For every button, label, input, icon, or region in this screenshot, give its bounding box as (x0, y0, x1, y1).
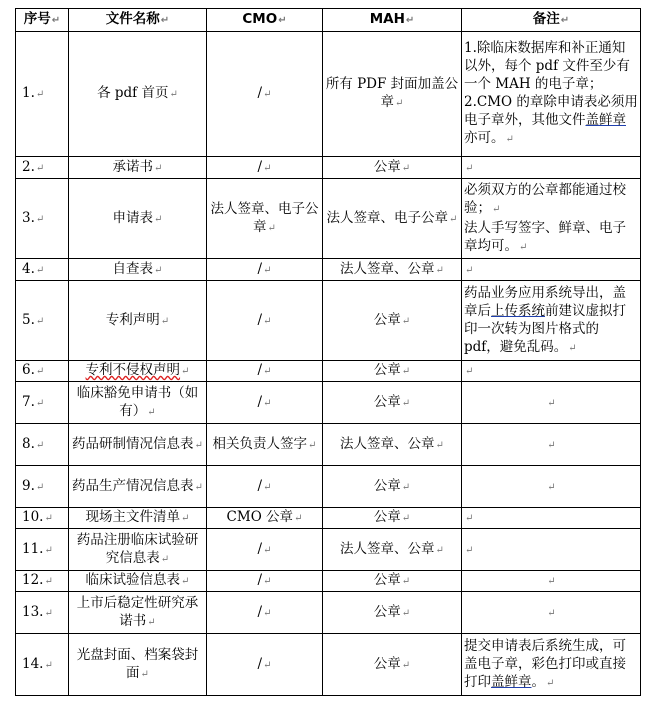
table-row (16, 634, 641, 696)
row-file-name: 临床试验信息表↵ (69, 571, 207, 592)
row-cmo: /↵ (207, 361, 323, 382)
row-file-name: 申请表↵ (69, 179, 207, 259)
row-note: ↵ (462, 529, 641, 571)
row-mah: 法人签章、公章↵ (323, 259, 462, 281)
row-mah: 公章↵ (323, 157, 462, 179)
row-cmo: 法人签章、电子公章↵ (207, 179, 323, 259)
row-index: 1.↵ (16, 32, 69, 157)
row-note: ↵ (462, 424, 641, 466)
row-mah: 公章↵ (323, 571, 462, 592)
row-file-name: 光盘封面、档案袋封面↵ (69, 634, 207, 696)
row-file-name: 药品研制情况信息表↵ (69, 424, 207, 466)
row-index: 7.↵ (16, 382, 69, 424)
row-cmo: /↵ (207, 571, 323, 592)
row-cmo: /↵ (207, 529, 323, 571)
row-index: 9.↵ (16, 466, 69, 508)
row-note: ↵ (462, 361, 641, 382)
row-cmo: /↵ (207, 259, 323, 281)
table-row (16, 529, 641, 571)
table-row (16, 361, 641, 382)
row-note: 提交申请表后系统生成，可盖电子章，彩色打印或直接打印盖鲜章。↵ (462, 634, 641, 696)
row-mah: 公章↵ (323, 382, 462, 424)
header-file-name: 文件名称↵ (69, 9, 207, 32)
row-index: 3.↵ (16, 179, 69, 259)
table-row (16, 281, 641, 361)
row-index: 6.↵ (16, 361, 69, 382)
row-cmo: 相关负责人签字↵ (207, 424, 323, 466)
row-mah: 公章↵ (323, 508, 462, 529)
row-mah: 公章↵ (323, 634, 462, 696)
row-index: 5.↵ (16, 281, 69, 361)
row-cmo: CMO 公章↵ (207, 508, 323, 529)
row-mah: 法人签章、电子公章↵ (323, 179, 462, 259)
row-mah: 公章↵ (323, 361, 462, 382)
row-note: 1.除临床数据库和补正通知以外，每个 pdf 文件至少有一个 MAH 的电子章；2.CMO 的章除申请表必须用电子章外，其他文件盖鲜章亦可。↵ (462, 32, 641, 157)
row-cmo: /↵ (207, 592, 323, 634)
row-cmo: /↵ (207, 634, 323, 696)
row-mah: 法人签章、公章↵ (323, 424, 462, 466)
header-notes: 备注↵ (462, 9, 641, 32)
row-file-name: 上市后稳定性研究承诺书↵ (69, 592, 207, 634)
row-mah: 法人签章、公章↵ (323, 529, 462, 571)
table-row (16, 466, 641, 508)
header-mah: MAH↵ (323, 9, 462, 32)
row-index: 12.↵ (16, 571, 69, 592)
row-file-name: 药品注册临床试验研究信息表↵ (69, 529, 207, 571)
row-note: ↵ (462, 508, 641, 529)
table-row (16, 32, 641, 157)
row-file-name: 专利不侵权声明↵ (69, 361, 207, 382)
row-index: 11.↵ (16, 529, 69, 571)
row-mah: 公章↵ (323, 466, 462, 508)
row-note: ↵ (462, 382, 641, 424)
row-mah: 公章↵ (323, 592, 462, 634)
table-row (16, 179, 641, 259)
table-row (16, 592, 641, 634)
row-note: 药品业务应用系统导出，盖章后上传系统前建议虚拟打印一次转为图片格式的 pdf，避免乱码。↵ (462, 281, 641, 361)
row-mah: 所有 PDF 封面加盖公章↵ (323, 32, 462, 157)
row-file-name: 自查表↵ (69, 259, 207, 281)
row-cmo: /↵ (207, 281, 323, 361)
row-index: 8.↵ (16, 424, 69, 466)
row-index: 13.↵ (16, 592, 69, 634)
row-note: ↵ (462, 259, 641, 281)
document-table (15, 8, 641, 696)
row-index: 4.↵ (16, 259, 69, 281)
row-note: 必须双方的公章都能通过校验；↵ 法人手写签字、鲜章、电子章均可。↵ (462, 179, 641, 259)
row-note: ↵ (462, 157, 641, 179)
row-note: ↵ (462, 592, 641, 634)
row-index: 10.↵ (16, 508, 69, 529)
row-file-name: 各 pdf 首页↵ (69, 32, 207, 157)
table-row (16, 382, 641, 424)
row-index: 14.↵ (16, 634, 69, 696)
row-file-name: 现场主文件清单↵ (69, 508, 207, 529)
row-file-name: 临床豁免申请书（如有）↵ (69, 382, 207, 424)
row-cmo: /↵ (207, 157, 323, 179)
row-file-name: 专利声明↵ (69, 281, 207, 361)
table-row (16, 157, 641, 179)
table-row (16, 424, 641, 466)
row-note: ↵ (462, 571, 641, 592)
row-cmo: /↵ (207, 382, 323, 424)
table-row (16, 259, 641, 281)
row-file-name: 药品生产情况信息表↵ (69, 466, 207, 508)
header-cmo: CMO↵ (207, 9, 323, 32)
table-row (16, 571, 641, 592)
header-row (16, 9, 641, 32)
row-cmo: /↵ (207, 466, 323, 508)
row-file-name: 承诺书↵ (69, 157, 207, 179)
row-note: ↵ (462, 466, 641, 508)
row-cmo: /↵ (207, 32, 323, 157)
row-mah: 公章↵ (323, 281, 462, 361)
row-index: 2.↵ (16, 157, 69, 179)
table-row (16, 508, 641, 529)
header-index: 序号↵ (16, 9, 69, 32)
